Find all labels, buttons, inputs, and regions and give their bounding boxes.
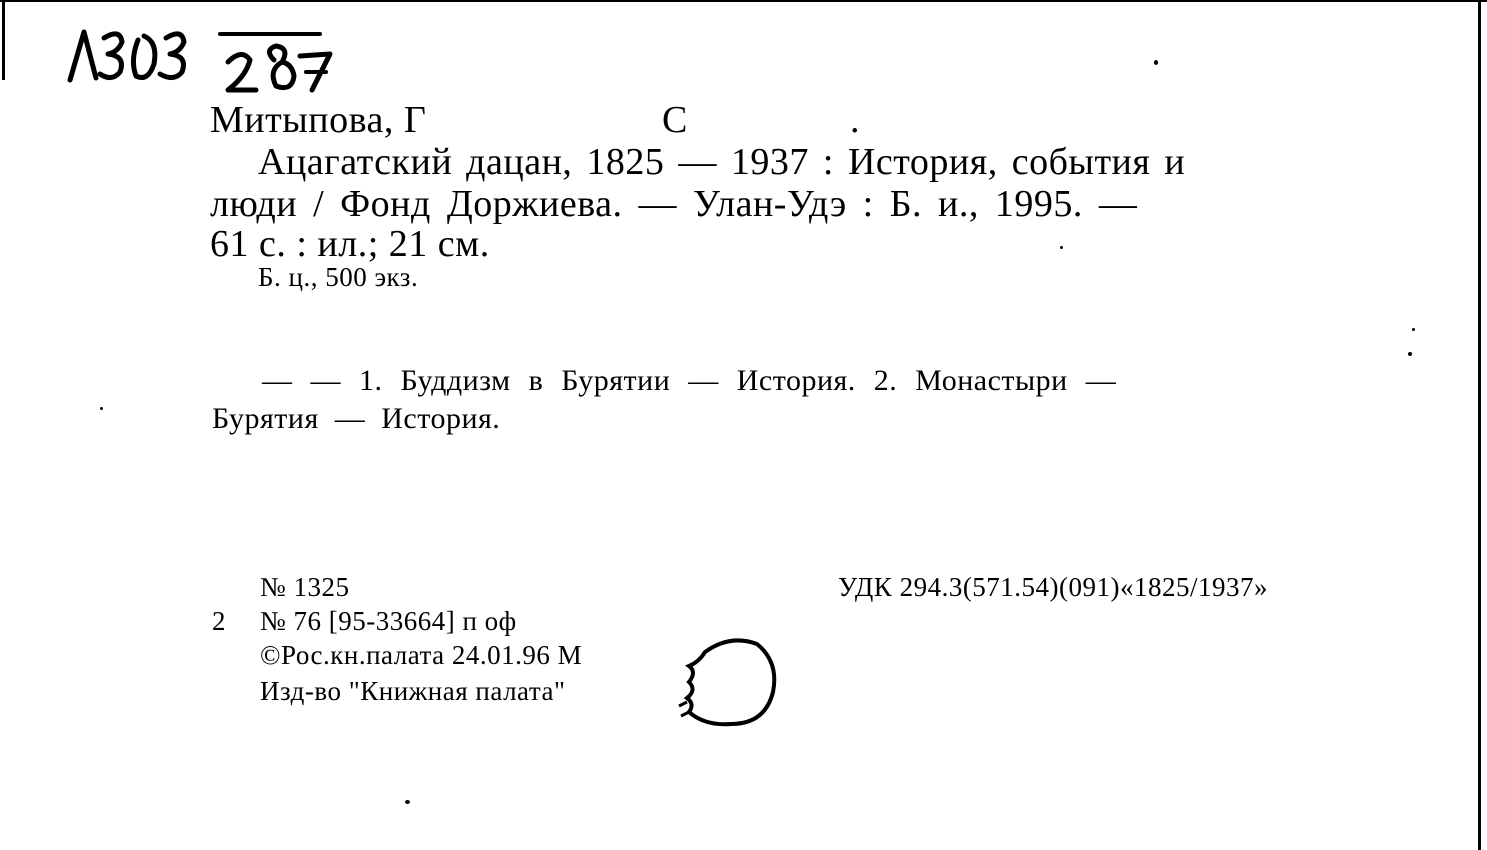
subjects-line-2: Бурятия — История. <box>212 402 501 435</box>
speck <box>1154 60 1158 65</box>
udk-code: УДК 294.3(571.54)(091)«1825/1937» <box>838 572 1269 602</box>
author-dot: . <box>850 99 860 141</box>
title-line-2: люди / Фонд Доржиева. — Улан-Удэ : Б. и., 1995. — <box>210 183 1138 225</box>
price-line: Б. ц., 500 экз. <box>258 262 419 292</box>
speck <box>1412 328 1415 331</box>
author-second-initial: С <box>662 99 688 141</box>
speck <box>1408 352 1412 356</box>
title-line-3: 61 с. : ил.; 21 см. <box>210 223 490 265</box>
hole-stamp-icon <box>675 632 785 732</box>
author-surname: Митыпова, Г <box>210 99 427 141</box>
card-border-left <box>2 0 5 80</box>
subjects-line-1: — — 1. Буддизм в Бурятии — История. 2. Монастыри — <box>262 364 1117 397</box>
card-number: № 1325 <box>260 572 350 602</box>
title-line-1: Ацагатский дацан, 1825 — 1937 : История, события и <box>258 141 1186 183</box>
card-border-right <box>1478 0 1481 850</box>
registration-number: № 76 [95-33664] п оф <box>260 606 517 636</box>
publisher-line: Изд-во "Книжная палата" <box>260 676 566 706</box>
speck <box>100 407 103 410</box>
author-heading <box>210 98 860 142</box>
card-border-top <box>0 0 1487 2</box>
number-prefix: 2 <box>212 606 226 636</box>
copyright-line: ©Рос.кн.палата 24.01.96 М <box>260 640 583 670</box>
speck <box>405 800 410 804</box>
handwritten-shelfmark <box>60 20 360 100</box>
speck <box>1060 246 1063 249</box>
